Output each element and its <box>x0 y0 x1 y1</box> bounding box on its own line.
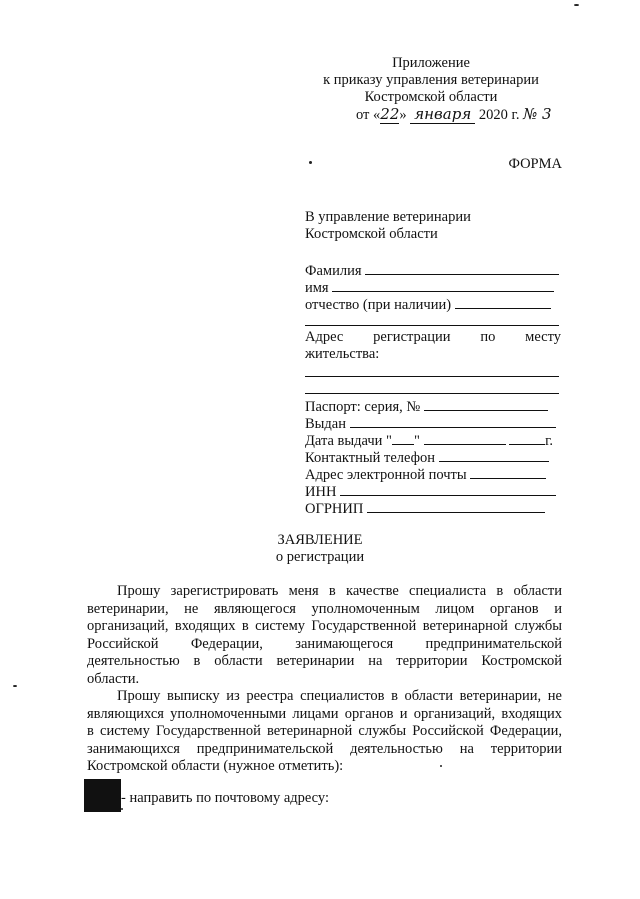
address-label-line2: жительства: <box>305 346 380 362</box>
name-input-line[interactable] <box>332 278 554 292</box>
scan-speck <box>121 808 123 810</box>
p2-line-3: в систему Государственной ветеринарной службы Российской Федерации, <box>87 723 562 739</box>
issue-date-year-suffix: г. <box>545 433 554 449</box>
surname-input-line[interactable] <box>365 261 559 275</box>
phone-label: Контактный телефон <box>305 450 436 466</box>
appendix-region: Костромской области <box>364 89 498 105</box>
p1-line-5: деятельностью в области ветеринарии на территории Костромской <box>87 653 562 669</box>
issue-date-month-line[interactable] <box>424 431 506 445</box>
addressee-line2: Костромской области <box>305 226 438 242</box>
address-label-row <box>305 329 561 346</box>
date-prefix: от « <box>356 107 381 123</box>
address-word-2: регистрации <box>373 329 451 345</box>
form-label: ФОРМА <box>508 156 562 172</box>
address-input-line-1[interactable] <box>305 364 559 377</box>
scan-speck <box>13 685 17 687</box>
issued-label: Выдан <box>305 416 346 432</box>
scan-speck <box>574 4 579 6</box>
ogrnip-input-line[interactable] <box>367 499 545 513</box>
email-label: Адрес электронной почты <box>305 467 467 483</box>
appendix-title: Приложение <box>392 55 470 71</box>
p1-line-4: Российской Федерации, занимающегося предпринимательской <box>87 635 562 652</box>
option-checkbox[interactable] <box>84 779 121 812</box>
p1-line-3: организаций, входящих в систему Государственной ветеринарной службы <box>87 618 562 634</box>
passport-label: Паспорт: серия, № <box>305 399 421 415</box>
option-mail-label: - направить по почтовому адресу: <box>121 790 330 806</box>
inn-label: ИНН <box>305 484 337 500</box>
issue-date-day-line[interactable] <box>392 431 414 445</box>
name-label: имя <box>305 280 329 296</box>
appendix-order-ref: к приказу управления ветеринарии <box>323 72 539 88</box>
issued-input-line[interactable] <box>350 414 556 428</box>
p1-line-2: ветеринарии, не являющегося уполномоченным лицом органов и <box>87 600 562 617</box>
p1-line-6: области. <box>87 670 140 687</box>
appendix-date-line <box>356 106 552 124</box>
document-title: ЗАЯВЛЕНИЕ <box>277 532 363 548</box>
ogrnip-label: ОГРНИП <box>305 501 364 517</box>
p1-line-1: Прошу зарегистрировать меня в качестве специалиста в области <box>117 583 562 599</box>
patronymic-input-line[interactable] <box>455 295 551 309</box>
surname-label: Фамилия <box>305 263 362 279</box>
paragraph-1 <box>87 583 562 688</box>
paragraph-2 <box>87 688 562 776</box>
addressee-line1: В управление ветеринарии <box>305 209 471 225</box>
scan-speck <box>440 765 442 767</box>
p2-line-4: занимающихся предпринимательской деятельностью на территории <box>87 740 562 757</box>
document-subtitle: о регистрации <box>275 549 365 565</box>
p2-line-2: являющихся уполномоченными лицами органов и организаций, входящих <box>87 705 562 722</box>
patronymic-field[interactable] <box>305 295 551 314</box>
address-word-4: месту <box>525 329 561 345</box>
p2-line-1: Прошу выписку из реестра специалистов в области ветеринарии, не <box>117 688 562 704</box>
p2-line-5: Костромской области (нужное отметить): <box>87 758 344 774</box>
order-number: № 3 <box>523 105 552 123</box>
bullet-mark <box>309 161 312 164</box>
issue-date-quote: " <box>413 433 420 449</box>
address-input-line-2[interactable] <box>305 381 559 394</box>
inn-input-line[interactable] <box>340 482 556 496</box>
patronymic-label: отчество (при наличии) <box>305 297 452 313</box>
address-field[interactable] <box>305 329 561 363</box>
ogrnip-field[interactable] <box>305 499 545 518</box>
address-word-1: Адрес <box>305 329 344 345</box>
date-day: 22 <box>380 105 400 123</box>
date-month: января <box>410 105 475 124</box>
issue-date-label: Дата выдачи " <box>305 433 392 449</box>
email-input-line[interactable] <box>470 465 546 479</box>
issue-date-year-line[interactable] <box>509 431 545 445</box>
phone-input-line[interactable] <box>439 448 549 462</box>
date-sep: » <box>399 107 407 123</box>
patronymic-extra-line[interactable] <box>305 313 559 326</box>
date-year: 2020 г. <box>478 107 520 123</box>
address-word-3: по <box>480 329 496 345</box>
passport-input-line[interactable] <box>424 397 548 411</box>
